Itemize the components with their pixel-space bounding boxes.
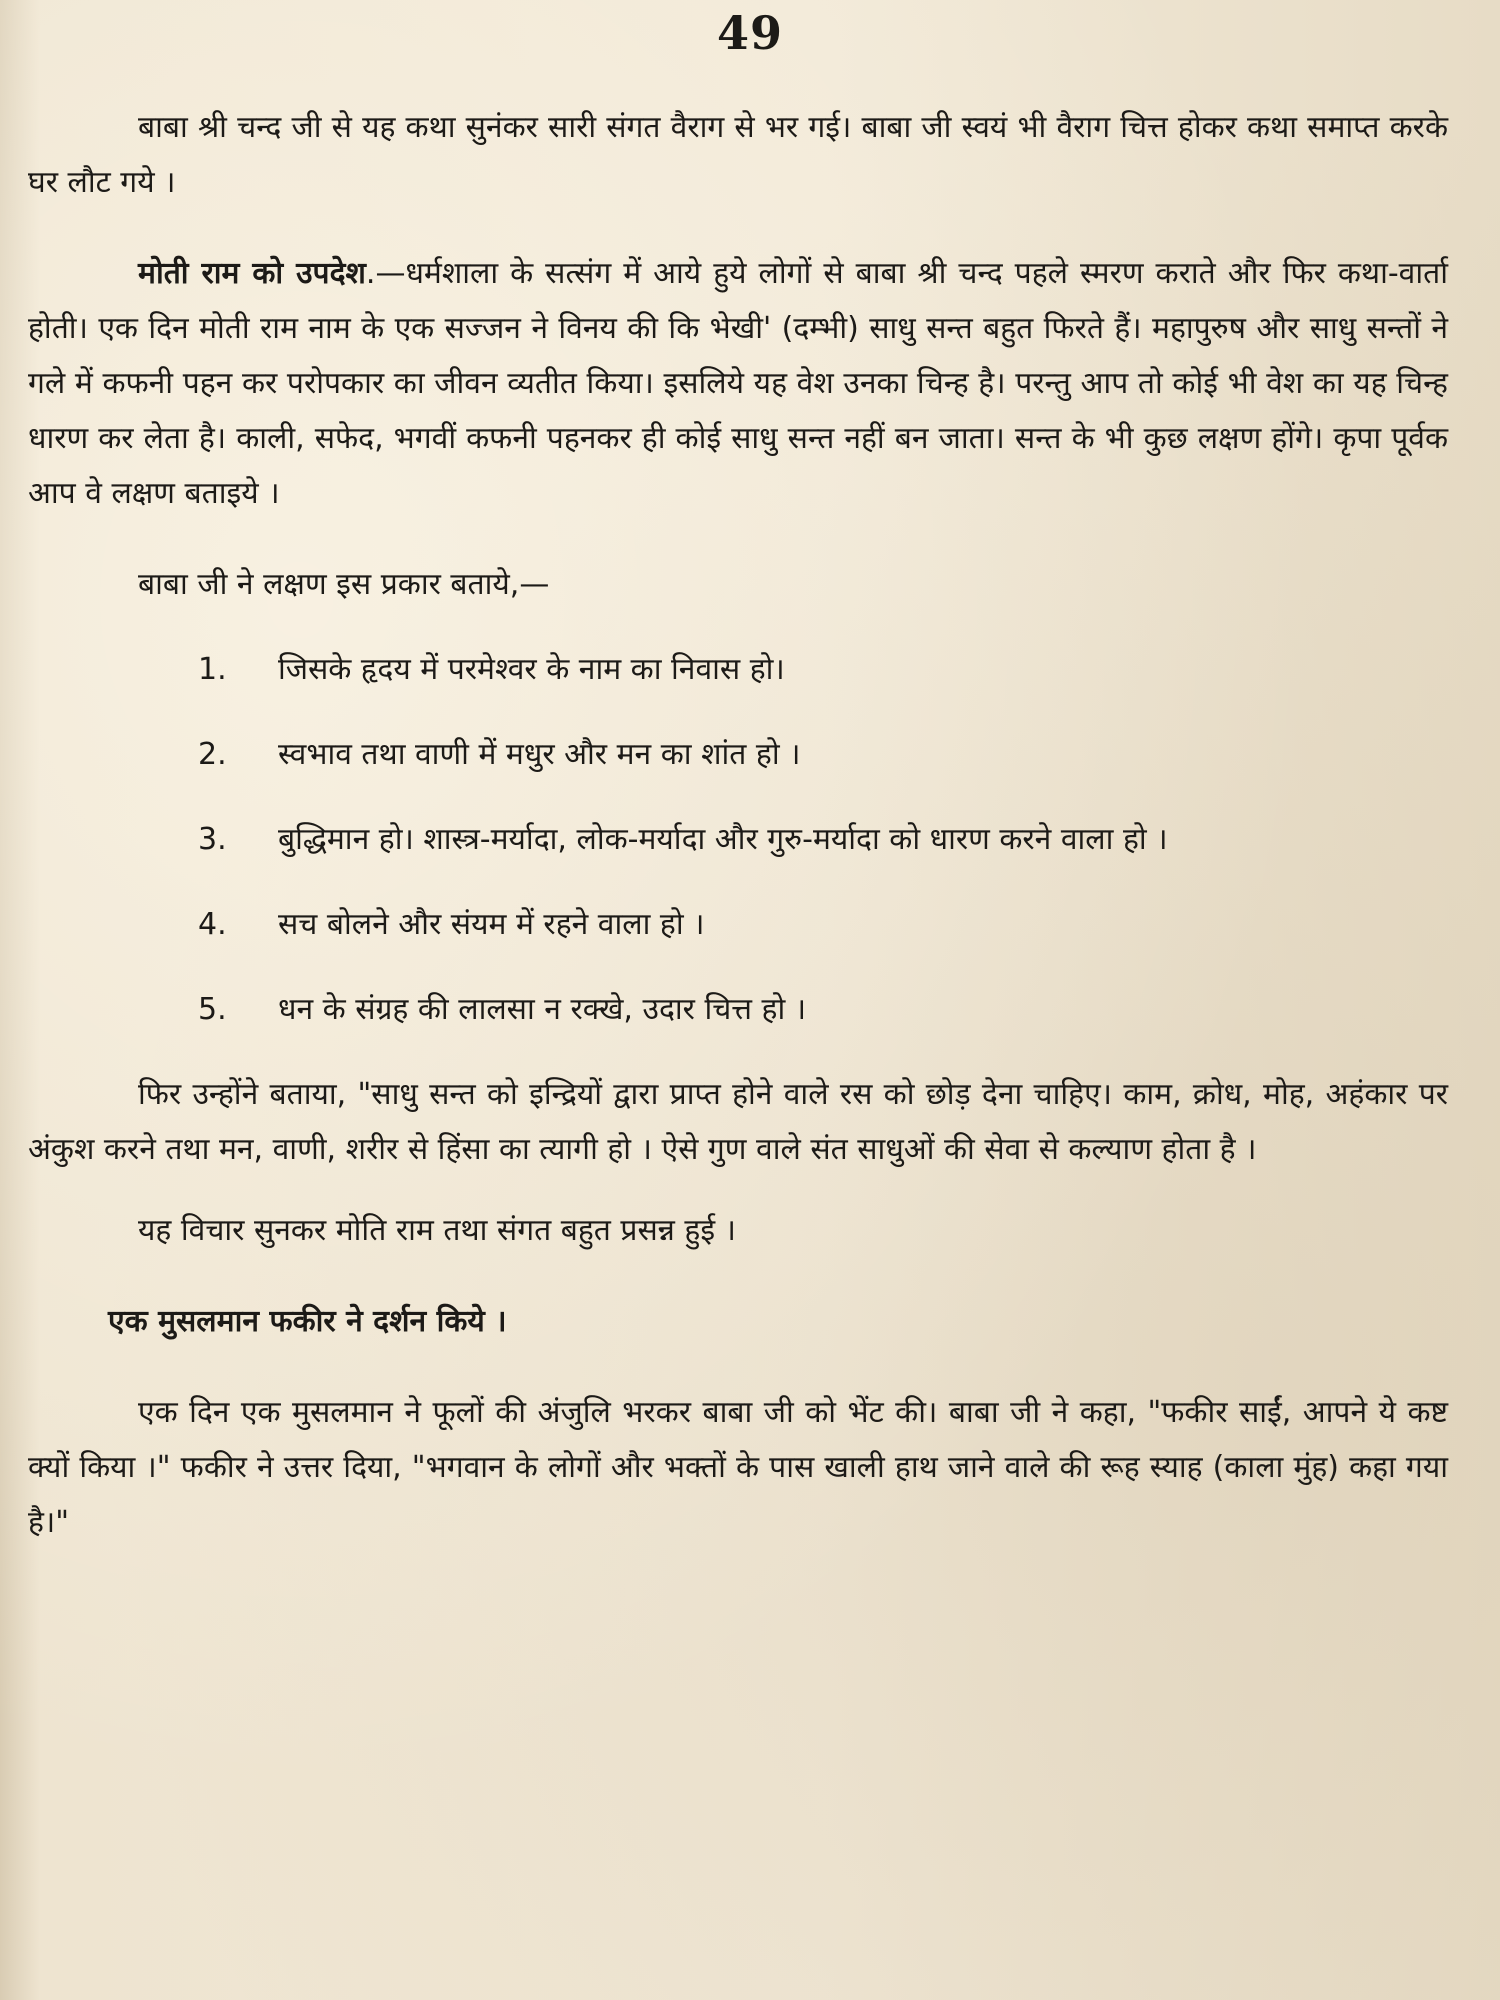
paragraph-3: यह विचार सुनकर मोति राम तथा संगत बहुत प्रसन्न हुई । [138, 1213, 736, 1248]
page-content [28, 100, 1448, 1550]
list-item-text: सच बोलने और संयम में रहने वाला हो । [278, 907, 705, 942]
list-item-number: 4. [198, 907, 227, 942]
qualities-list [28, 642, 1448, 1037]
list-item-text: धन के संग्रह की लालसा न रक्खे, उदार चित्त हो । [278, 992, 807, 1027]
list-item-number: 5. [198, 992, 227, 1027]
page-number: 49 [716, 6, 783, 60]
list-item-number: 2. [198, 737, 227, 772]
paragraph-2: फिर उन्होंने बताया, "साधु सन्त को इन्द्रियों द्वारा प्राप्त होने वाले रस को छोड़ देना चाहिए। काम, क्रोध, मोह, अहंकार पर अंकुश करने तथा मन, वाणी, शरीर से हिंसा का त्यागी हो । ऐसे गुण वाले संत साधुओं की सेवा से कल्याण होता है । [28, 1077, 1448, 1167]
section-heading-fakir: एक मुसलमान फकीर ने दर्शन किये । [108, 1304, 507, 1339]
list-item [28, 812, 1448, 867]
section-moti-ram [28, 246, 1448, 521]
list-item-text: बुद्धिमान हो। शास्त्र-मर्यादा, लोक-मर्यादा और गुरु-मर्यादा को धारण करने वाला हो । [278, 822, 1168, 857]
list-item [28, 982, 1448, 1037]
paragraph-4: एक दिन एक मुसलमान ने फूलों की अंजुलि भरकर बाबा जी को भेंट की। बाबा जी ने कहा, "फकीर साईं, आपने ये कष्ट क्यों किया ।" फकीर ने उत्तर दिया, "भगवान के लोगों और भक्तों के पास खाली हाथ जाने वाले की रूह स्याह (काला मुंह) कहा गया है।" [28, 1395, 1448, 1540]
list-item-text: जिसके हृदय में परमेश्वर के नाम का निवास हो। [278, 652, 785, 687]
list-item [28, 727, 1448, 782]
section-heading-moti-ram: मोती राम को उपदेश [138, 256, 366, 291]
list-item-number: 3. [198, 822, 227, 857]
paragraph-1: बाबा श्री चन्द जी से यह कथा सुनंकर सारी संगत वैराग से भर गई। बाबा जी स्वयं भी वैराग चित्त होकर कथा समाप्त करके घर लौट गये । [28, 110, 1448, 200]
list-intro: बाबा जी ने लक्षण इस प्रकार बताये,— [138, 567, 550, 602]
list-item [28, 897, 1448, 952]
list-item [28, 642, 1448, 697]
list-item-number: 1. [198, 652, 227, 687]
list-item-text: स्वभाव तथा वाणी में मधुर और मन का शांत हो । [278, 737, 801, 772]
section-text-moti-ram: .—धर्मशाला के सत्संग में आये हुये लोगों से बाबा श्री चन्द पहले स्मरण कराते और फिर कथा-वार्ता होती। एक दिन मोती राम नाम के एक सज्जन ने विनय की कि भेखी' (दम्भी) साधु सन्त बहुत फिरते हैं। महापुरुष और साधु सन्तों ने गले में कफनी पहन कर परोपकार का जीवन व्यतीत किया। इसलिये यह वेश उनका चिन्ह है। परन्तु आप तो कोई भी वेश का यह चिन्ह धारण कर लेता है। काली, सफेद, भगवीं कफनी पहनकर ही कोई साधु सन्त नहीं बन जाता। सन्त के भी कुछ लक्षण होंगे। कृपा पूर्वक आप वे लक्षण बताइये । [28, 256, 1449, 511]
